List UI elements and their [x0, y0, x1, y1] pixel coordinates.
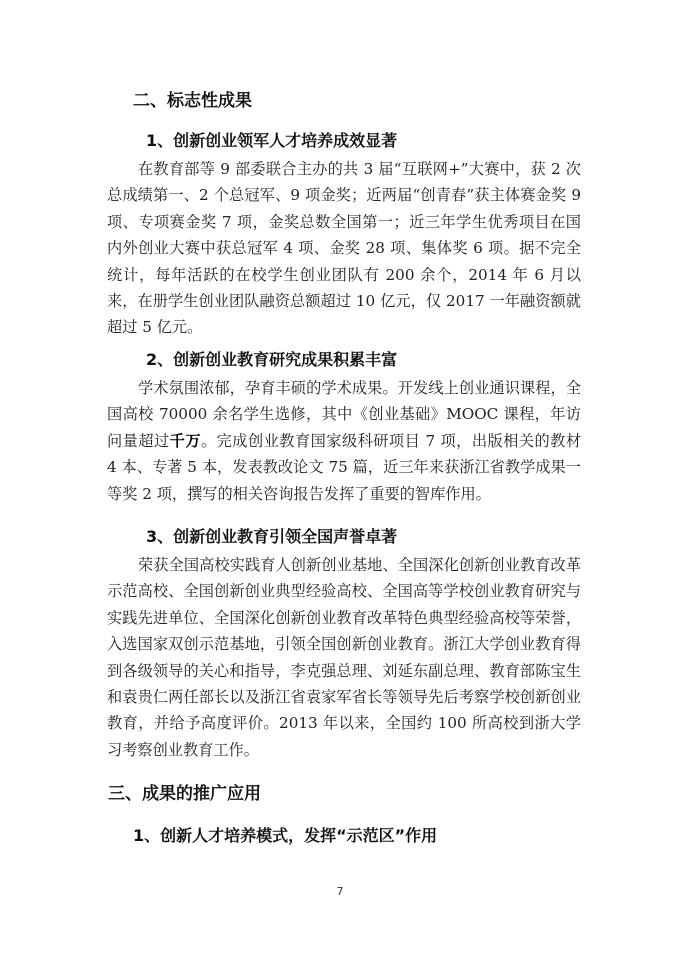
section-heading-3: 三、成果的推广应用	[108, 784, 261, 804]
paragraph-1: 在教育部等 9 部委联合主办的共 3 届“互联网+”大赛中，获 2 次总成绩第一、2 个总冠军、9 项金奖；近两届“创青春”获主体赛金奖 9 项、专项赛金奖 7 项，金奖总数全国第一；近三年学生优秀项目在国内外创业大赛中获总冠军 4 项、金奖 28 项、集体奖 6 项。据不完全统计，每年活跃的在校学生创业团队有 200 余个，2014 年 6 月以来，在册学生创业团队融资总额超过 10 亿元，仅 2017 一年融资额就超过 5 亿元。	[107, 160, 581, 337]
subheading-3-1: 1、创新人才培养模式，发挥“示范区”作用	[133, 826, 438, 845]
paragraph-2-text-b: 。完成创业教育国家级科研项目 7 项，出版相关的教材 4 本、专著 5 本，发表教改论文 75 篇，近三年来获浙江省教学成果一等奖 2 项，撰写的相关咨询报告发挥了重要的智库作用。	[107, 431, 582, 503]
section-heading-2: 二、标志性成果	[133, 91, 252, 111]
paragraph-2	[107, 375, 581, 507]
paragraph-3: 荣获全国高校实践育人创新创业基地、全国深化创新创业教育改革示范高校、全国创新创业典型经验高校、全国高等学校创业教育研究与实践先进单位、全国深化创新创业教育改革特色典型经验高校等荣誉，入选国家双创示范基地，引领全国创新创业教育。浙江大学创业教育得到各级领导的关心和指导，李克强总理、刘延东副总理、教育部陈宝生和袁贵仁两任部长以及浙江省袁家军省长等领导先后考察学校创新创业教育，并给予高度评价。2013 年以来，全国约 100 所高校到浙大学习考察创业教育工作。	[107, 556, 581, 759]
subheading-3: 3、创新创业教育引领全国声誉卓著	[146, 527, 398, 546]
subheading-2: 2、创新创业教育研究成果积累丰富	[146, 350, 398, 369]
page-number: 7	[336, 885, 344, 898]
paragraph-2-bold: 千万	[169, 431, 201, 450]
paragraph-2-text-a: 学术氛围浓郁，孕育丰硕的学术成果。开发线上创业通识课程，全国高校 70000 余名学生选修，其中《创业基础》MOOC 课程，年访问量超过	[107, 379, 581, 450]
subheading-1: 1、创新创业领军人才培养成效显著	[146, 131, 398, 150]
